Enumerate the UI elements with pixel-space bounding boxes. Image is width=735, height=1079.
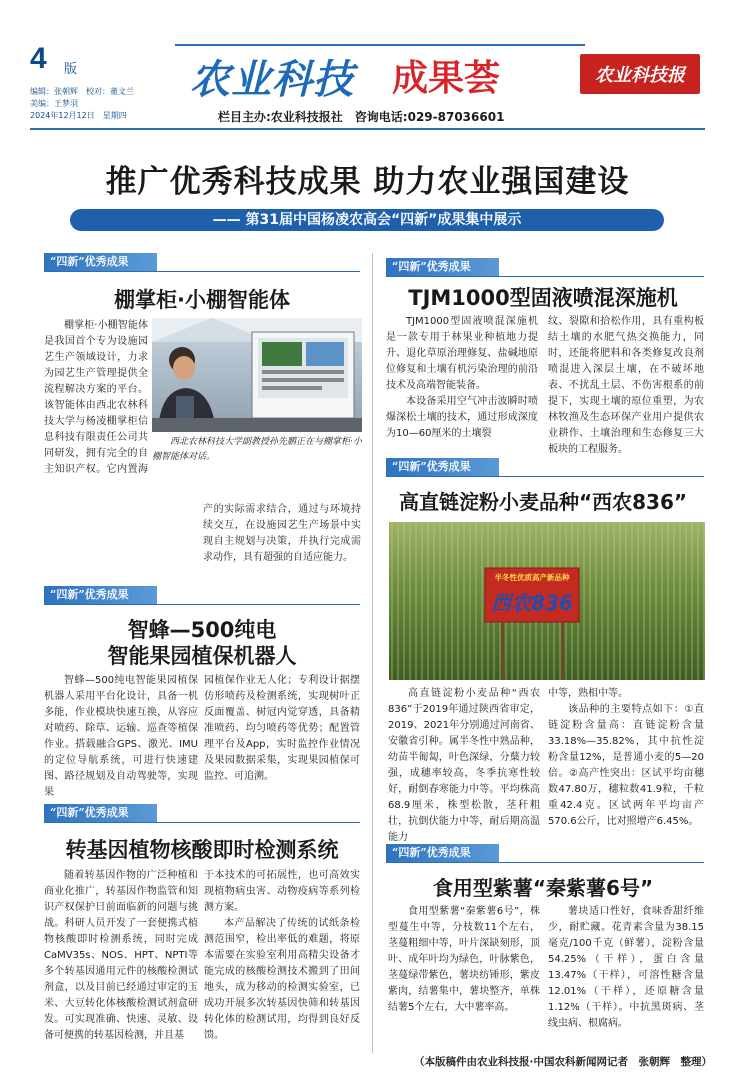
article-body-col2: 中等，熟相中等。 该品种的主要特点如下：①直链淀粉含量高：直链淀粉含量33.18%—35.82%，其中抗性淀粉含量12%，是普通小麦的5—20倍。②高产性突出：区试平均亩穗数47.80万，穗粒数41.9粒，千粒重42.4克。区试两年平均亩产570.6公斤，比对照增产6.45%。 <box>548 688 704 827</box>
section-title-blue: 农业科技 <box>190 56 354 103</box>
tag-rule <box>386 476 704 477</box>
tag-rule <box>44 822 360 823</box>
article-body: 棚掌柜·小棚智能体是我国首个专为设施园艺生产领域设计，力求为园艺生产管理提供全流程解决方案的平台。该智能体由西北农林科技大学与杨凌棚掌柜信息科技有限责任公司共同研发，拥有完全的自主知识产权。它内置海 <box>44 320 148 475</box>
page-headline: 推广优秀科技成果 助力农业强国建设 <box>105 164 630 200</box>
sign-line2: 西农836 <box>491 591 573 615</box>
section-tag: “四新”优秀成果 <box>386 458 499 476</box>
article-body: 随着转基因作物的广泛种植和商业化推广，转基因作物监管和知识产权保护日前面临新的问题与挑战。科研人员开发了一套便携式植物核酸即时检测系统，同时完成CaMV35s、NOS、HPT、NPTI等多个转基因通用元件的核酸检测试剂盒，以及目前已经通过审定的玉米、大豆转化体核酸检测试剂盒研发。可实现准确、快速、灵敏、设备可便携的转基因检测，并且基 <box>44 870 198 1041</box>
article-body-col2: 产的实际需求结合，通过与环境持续交互，在设施园艺生产场景中实现自主规划与决策，并执行完成需求动作，具有超强的自适应能力。 <box>203 504 361 563</box>
article-title: 棚掌柜·小棚智能体 <box>114 288 290 312</box>
section-title-red: 成果荟 <box>392 58 501 99</box>
photo-smart-cabinet <box>152 318 362 432</box>
page-word: 版 <box>64 62 78 77</box>
article-title: 食用型紫薯“秦紫薯6号” <box>432 876 654 900</box>
photo-wheat-field <box>389 522 705 680</box>
section-tag: “四新”优秀成果 <box>386 258 499 276</box>
designer-line: 美编：王梦羽 <box>30 99 78 108</box>
section-tag: “四新”优秀成果 <box>44 253 157 271</box>
tag-rule <box>44 604 360 605</box>
masthead-rule <box>30 128 705 130</box>
article-body-col2: 薯块适口性好，食味香甜纤维少，耐贮藏。花青素含量为38.15毫克/100千克（鲜薯），淀粉含量54.25%（干样），蛋白含量13.47%（干样），可溶性糖含量12.01%（干样），还原糖含量1.12%（干样）。中抗黑斑病、茎线虫病、根腐病。 <box>548 906 704 1029</box>
article-title: 高直链淀粉小麦品种“西农836” <box>398 490 688 514</box>
tag-rule <box>386 276 704 277</box>
article-body-col2: 园植保作业无人化；专利设计据摆仿形喷药及检测系统，实现树叶正反面覆盖、树冠内觉穿透，具备精准喷药、均匀喷药等优势；配置管理平台及App，实时监控作业情况及果园数据采集，实现果园植保可监控、可追溯。 <box>204 675 360 782</box>
article-body-col2: 于本技术的可拓展性，也可高效实现植物病虫害、动物疫病等系列检测方案。 本产品解决了传统的试纸条检测范围窄，检出率低的难题，将原本需要在实验室利用高精尖设备才能完成的核酸检测技术搬到了田间地头，成为移动的检测实验室，已成功开展多次转基因快筛和转基因转化体的检测试用，均得到良好反馈。 <box>204 870 360 1041</box>
sign-line1: 半冬性优质高产新品种 <box>494 573 570 582</box>
editor-line: 编辑：张朝辉 校对：董文兰 <box>30 87 134 96</box>
tag-rule <box>386 862 704 863</box>
article-body-col2: 纹、裂隙和拾松作用，具有重构板结土壤的水肥气热交换能力，同时，还能将肥料和各类修复改良剂喷混进入深层土壤，在不破坏地表、不扰乱土层、不伤害根系的前提下，实现土壤的原位重塑，为农林牧渔及生态环保产业用户提供农业耕作、土壤治理和生态修复三大板块的工程服务。 <box>548 316 704 455</box>
article-body: 智蜂—500纯电智能果园植保机器人采用平台化设计，具备一机多能，作业模块快速互换，从容应对喷药、除草、运输、巡查等植保作业。搭载融合GPS、激光、IMU的定位导航系统，可进行快速建图、路径规划及自动驾驶等，实现果 <box>44 675 198 798</box>
article-title-line2: 智能果园植保机器人 <box>107 644 297 668</box>
host-line: 栏目主办:农业科技报社 咨询电话:029-87036601 <box>218 110 505 124</box>
article-body: 高直链淀粉小麦品种“西农836”于2019年通过陕西省审定，2019、2021年分别通过河南省、安徽省引种。属半冬性中熟品种，幼苗半匍匐，叶色深绿，分蘖力较强，成穗率较高，冬季抗寒性较好，耐倒春寒能力中等。平均株高68.9厘米，株型松散，茎秆粗壮，抗倒伏能力中等，耐后期高温能力 <box>388 688 540 843</box>
section-tag: “四新”优秀成果 <box>44 586 157 604</box>
tag-rule <box>44 271 360 272</box>
article-body-cont <box>44 478 204 574</box>
photo-caption: 西北农林科技大学副教授孙先鹏正在与棚掌柜·小棚智能体对话。 <box>152 437 362 462</box>
article-title: 智蜂—500纯电 <box>127 618 277 642</box>
footer-credit: （本版稿件由农业科技报·中国农科新闻网记者 张朝辉 整理） <box>414 1056 712 1068</box>
article-title: 转基因植物核酸即时检测系统 <box>65 838 339 862</box>
newspaper-logo: 农业科技报 <box>580 54 700 94</box>
article-body: 食用型紫薯“秦紫薯6号”，株型蔓生中等，分枝数11个左右，茎蔓粗细中等，叶片深缺刻形，顶叶、成年叶均为绿色，叶脉紫色，茎蔓绿带紫色，薯块纺锤形，紫皮紫肉，结薯集中，薯块整齐，单株结薯5个左右，大中薯率高。 <box>388 906 540 1013</box>
page-number: 4 <box>30 42 47 75</box>
article-body: TJM1000型固液喷混深施机是一款专用于林果业种植地力提升、退化草原治理修复、盐碱地原位修复和土壤有机污染治理的前沿技术及高端智能装备。 本设备采用空气冲击波瞬时喷爆深松土壤的技术，通过形成深度为10—60厘米的土壤裂 <box>386 316 538 439</box>
article-title: TJM1000型固液喷混深施机 <box>408 286 678 310</box>
column-divider <box>372 253 373 1053</box>
section-tag: “四新”优秀成果 <box>44 804 157 822</box>
headline-subtitle: —— 第31届中国杨凌农高会“四新”成果集中展示 <box>70 209 664 231</box>
date-line: 2024年12月12日 星期四 <box>30 111 127 120</box>
section-tag: “四新”优秀成果 <box>386 844 499 862</box>
